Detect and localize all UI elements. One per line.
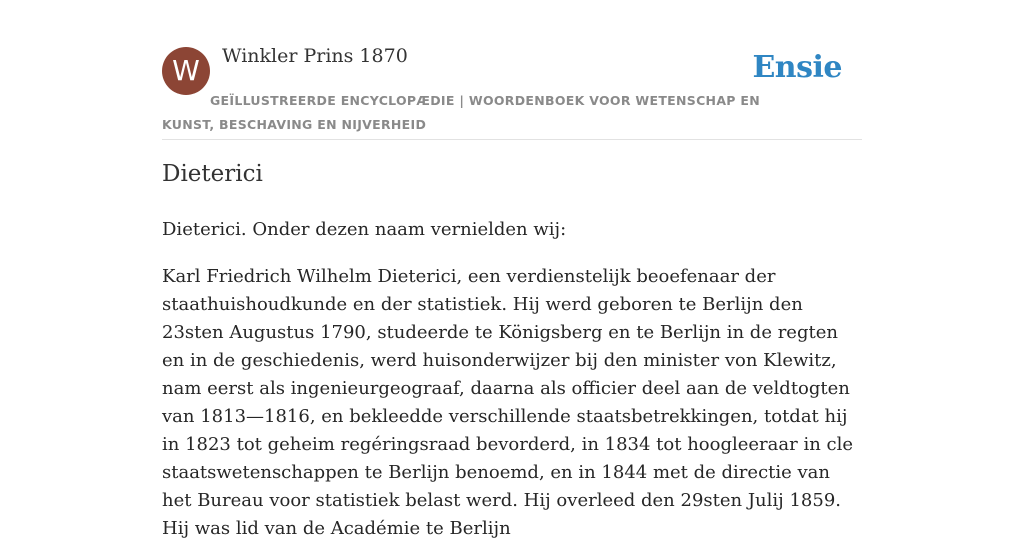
source-header (162, 0, 862, 140)
source-name-link[interactable]: Winkler Prins 1870 (222, 45, 408, 67)
article-paragraph-body: Karl Friedrich Wilhelm Dieterici, een verdienstelijk beoefenaar der staathuishoudkunde en der statistiek. Hij werd geboren te Berlijn den 23sten Augustus 1790, studeerde te Königsberg en te Berlijn in de regten en in de geschiedenis, werd huisonderwijzer bij den minister von Klewitz, nam eerst als ingenieurgeograaf, daarna als officier deel aan de veldtogten van 1813—1816, en bekleedde verschillende staatsbetrekkingen, totdat hij in 1823 tot geheim regéringsraad bevorderd, in 1834 tot hoogleeraar in cle staatswetenschappen te Berlijn benoemd, en in 1844 met de directie van het Bureau voor statistiek belast werd. Hij overleed den 29sten Julij 1859. Hij was lid van de Académie te Berlijn (162, 266, 854, 539)
ensie-logo-link[interactable]: Ensie (752, 50, 842, 85)
source-subtitle: GEÏLLUSTREERDE ENCYCLOPÆDIE | WOORDENBOEK VOOR WETENSCHAP EN KUNST, BESCHAVING EN NIJVERHEID (162, 93, 760, 132)
article-title: Dieterici (162, 161, 263, 187)
article-paragraph-intro: Dieterici. Onder dezen naam vernielden wij: (162, 219, 567, 240)
source-avatar[interactable]: W (162, 47, 210, 95)
page-container (162, 0, 862, 539)
